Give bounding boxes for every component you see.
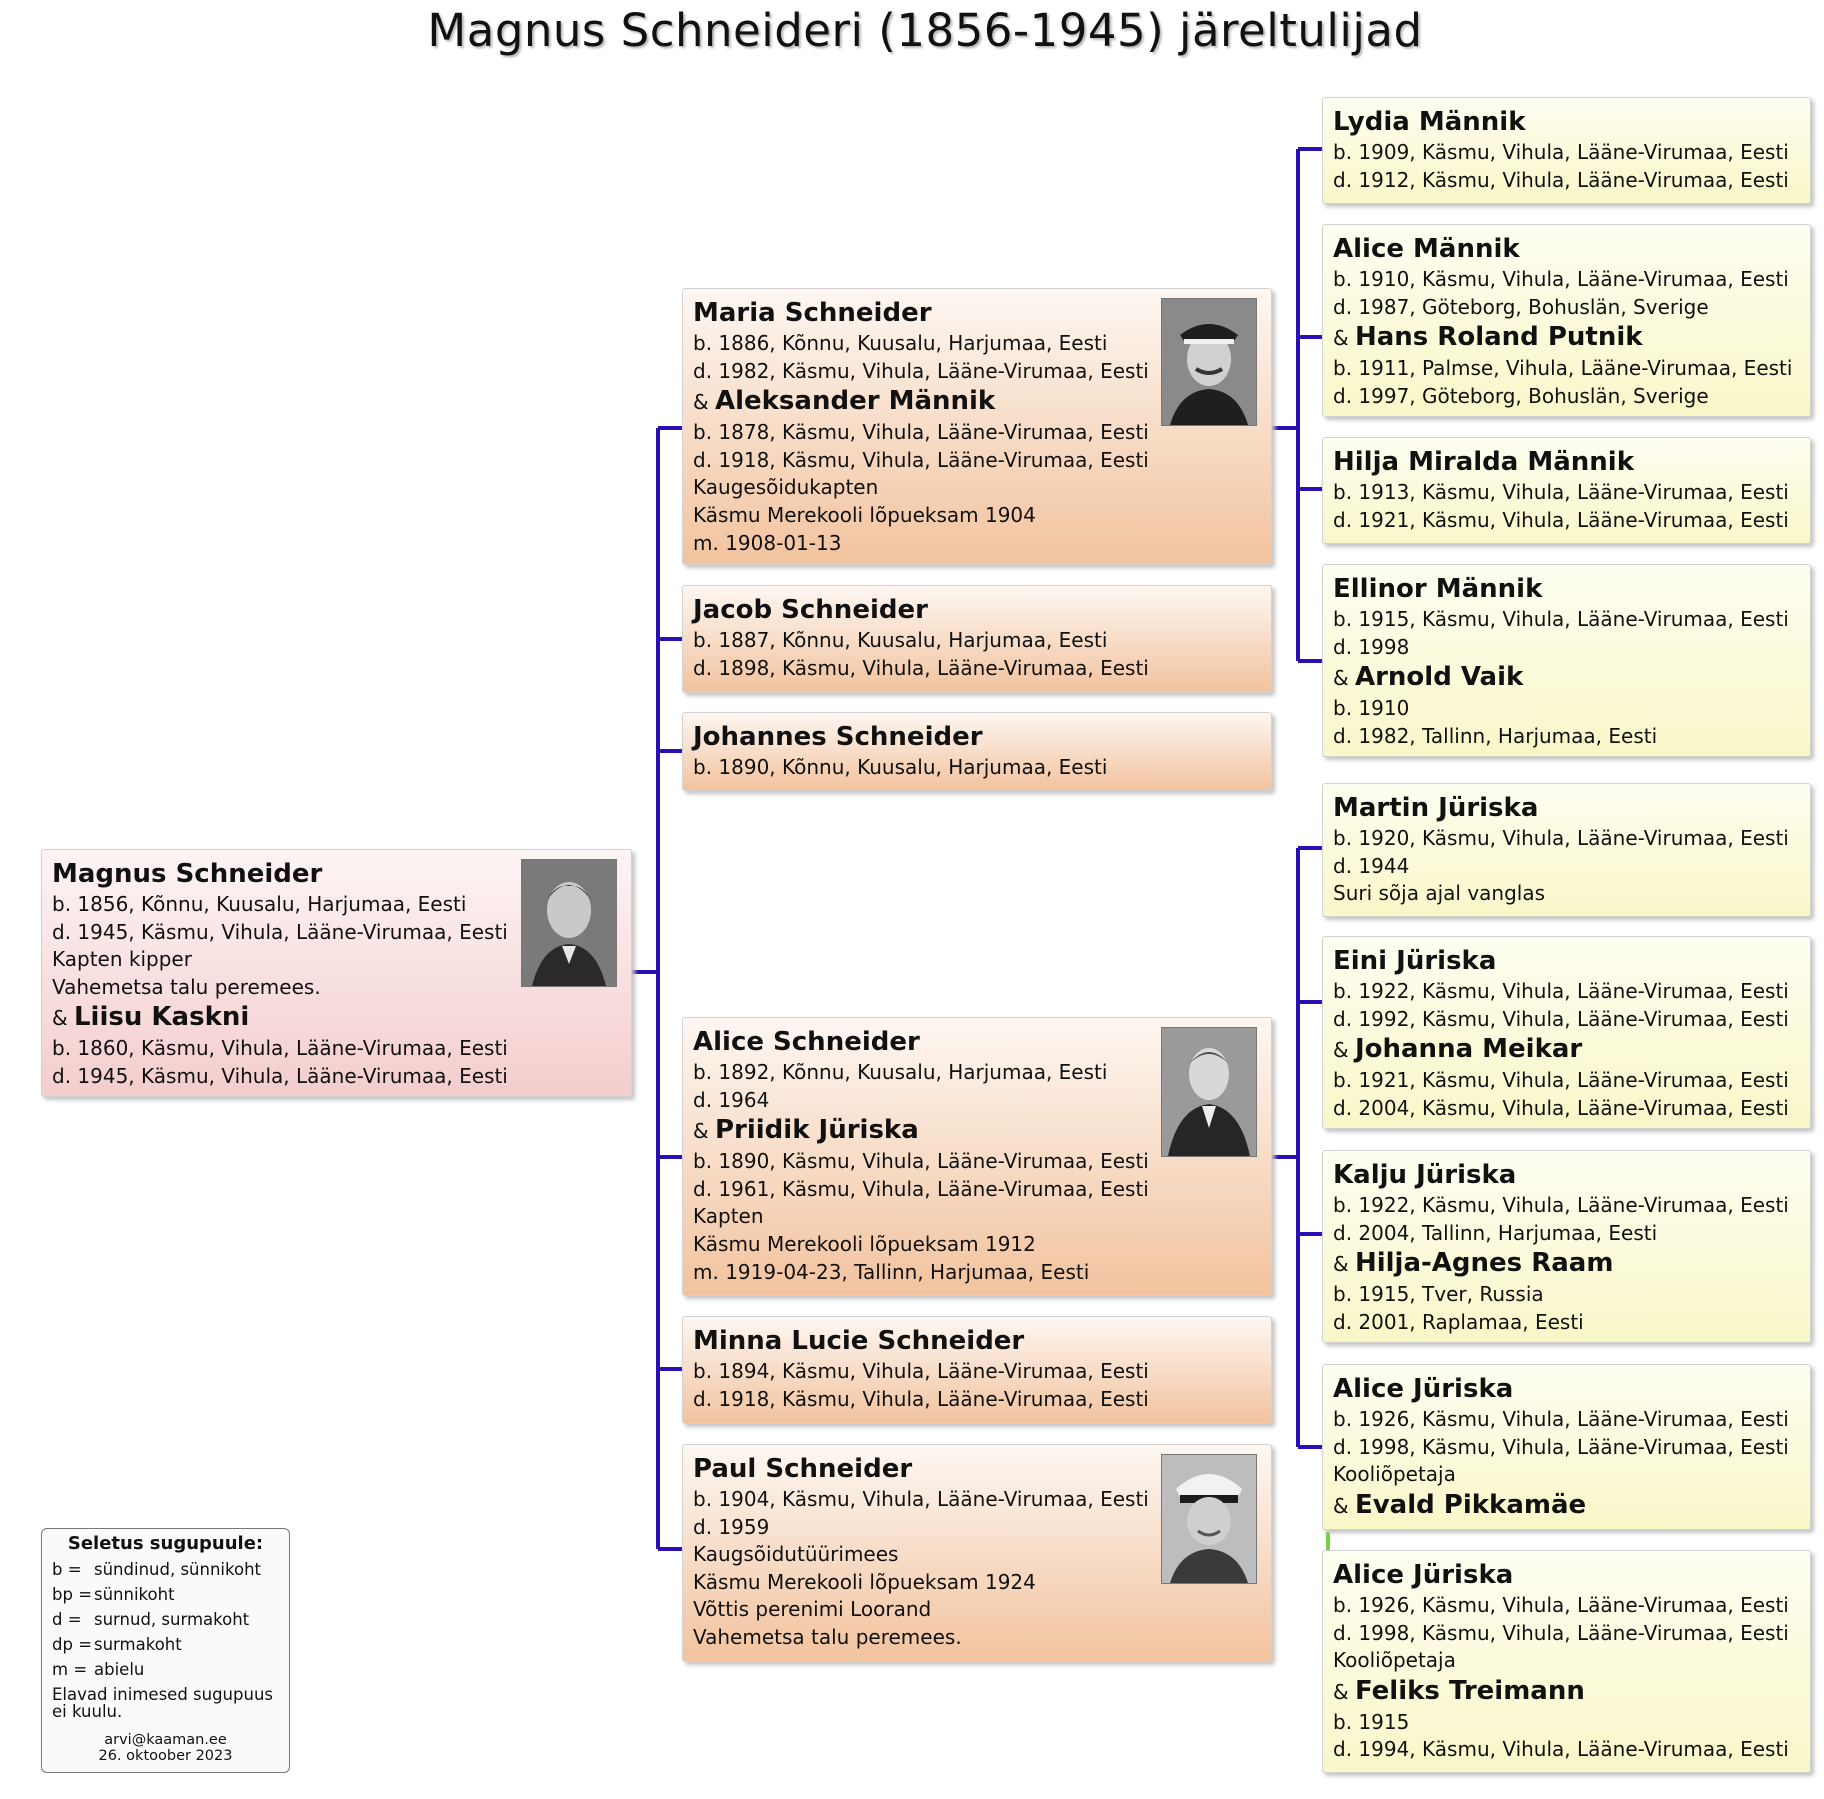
spouse-detail: b. 1860, Käsmu, Vihula, Lääne-Virumaa, Eesti: [52, 1036, 508, 1061]
spouse-name: Arnold Vaik: [1354, 662, 1524, 693]
spouse-detail: b. 1911, Palmse, Vihula, Lääne-Virumaa, Eesti: [1333, 356, 1793, 381]
spouse-detail: Käsmu Merekooli lõpueksam 1912: [693, 1231, 1036, 1256]
person-card-grandchild[interactable]: [1322, 97, 1811, 204]
connector-maria: [1271, 149, 1298, 661]
spouse-detail: m. 1919-04-23, Tallinn, Harjumaa, Eesti: [693, 1259, 1090, 1284]
person-detail: d. 2004, Tallinn, Harjumaa, Eesti: [1333, 1220, 1658, 1245]
person-detail: b. 1904, Käsmu, Vihula, Lääne-Virumaa, Eesti: [693, 1487, 1149, 1511]
person-card-grandchild[interactable]: [1322, 224, 1811, 417]
person-card-grandchild[interactable]: [1322, 564, 1811, 757]
person-detail: Kooliõpetaja: [1333, 1462, 1456, 1487]
person-name: Lydia Männik: [1333, 107, 1526, 137]
spouse-detail: m. 1908-01-13: [693, 530, 842, 555]
legend-key: d =: [52, 1610, 82, 1629]
spouse-marker: &: [1333, 1493, 1349, 1518]
person-card-grandchild[interactable]: [1322, 437, 1811, 544]
legend-value: surnud, surmakoht: [94, 1610, 250, 1629]
person-detail: d. 1898, Käsmu, Vihula, Lääne-Virumaa, Eesti: [693, 655, 1149, 680]
person-name: Kalju Jüriska: [1333, 1160, 1517, 1190]
spouse-detail: d. 1961, Käsmu, Vihula, Lääne-Virumaa, Eesti: [693, 1176, 1149, 1201]
spouse-name: Johanna Meikar: [1354, 1034, 1583, 1065]
person-detail: d. 1998, Käsmu, Vihula, Lääne-Virumaa, Eesti: [1333, 1434, 1789, 1459]
person-detail: b. 1894, Käsmu, Vihula, Lääne-Virumaa, Eesti: [693, 1359, 1149, 1383]
person-detail: Vahemetsa talu peremees.: [52, 974, 321, 999]
spouse-marker: &: [1333, 666, 1349, 691]
legend-box: [41, 1528, 290, 1773]
spouse-line: [1333, 1247, 1800, 1281]
person-detail: b. 1920, Käsmu, Vihula, Lääne-Virumaa, Eesti: [1333, 826, 1789, 850]
spouse-marker: &: [1333, 1679, 1349, 1704]
portrait-photo: [1161, 298, 1257, 426]
person-detail: b. 1887, Kõnnu, Kuusalu, Harjumaa, Eesti: [693, 628, 1108, 652]
portrait-photo: [1161, 1454, 1257, 1584]
spouse-detail: d. 2001, Raplamaa, Eesti: [1333, 1309, 1584, 1334]
legend-row: [52, 1557, 279, 1582]
person-card-grandchild[interactable]: [1322, 936, 1811, 1129]
person-detail: d. 1982, Käsmu, Vihula, Lääne-Virumaa, Eesti: [693, 358, 1149, 383]
person-detail: Kapten kipper: [52, 947, 192, 972]
person-name: Alice Männik: [1333, 234, 1520, 264]
person-name: Minna Lucie Schneider: [693, 1326, 1025, 1356]
spouse-marker: &: [1333, 326, 1349, 351]
person-detail: b. 1892, Kõnnu, Kuusalu, Harjumaa, Eesti: [693, 1060, 1108, 1084]
person-name: Alice Jüriska: [1333, 1374, 1514, 1404]
person-detail: Vahemetsa talu peremees.: [693, 1624, 962, 1649]
legend-date: 26. oktoober 2023: [98, 1748, 233, 1764]
person-detail: b. 1886, Kõnnu, Kuusalu, Harjumaa, Eesti: [693, 331, 1108, 355]
spouse-detail: Kaugesõidukapten: [693, 475, 879, 500]
person-detail: d. 1921, Käsmu, Vihula, Lääne-Virumaa, Eesti: [1333, 507, 1789, 532]
person-card-grandchild[interactable]: [1322, 1364, 1811, 1530]
legend-value: sündinud, sünnikoht: [94, 1560, 261, 1579]
spouse-detail: b. 1915: [1333, 1709, 1410, 1734]
spouse-detail: b. 1915, Tver, Russia: [1333, 1282, 1544, 1307]
person-detail: Võttis perenimi Loorand: [693, 1597, 932, 1622]
person-detail: d. 1992, Käsmu, Vihula, Lääne-Virumaa, Eesti: [1333, 1006, 1789, 1031]
spouse-detail: d. 1918, Käsmu, Vihula, Lääne-Virumaa, Eesti: [693, 447, 1149, 472]
spouse-name: Feliks Treimann: [1354, 1675, 1585, 1706]
person-detail: b. 1910, Käsmu, Vihula, Lääne-Virumaa, Eesti: [1333, 267, 1789, 291]
person-detail: d. 1944: [1333, 853, 1410, 878]
spouse-line: [1333, 1489, 1800, 1523]
legend-row: [52, 1607, 279, 1632]
person-name: Ellinor Männik: [1333, 574, 1543, 604]
legend-row: [52, 1582, 279, 1607]
legend-key: m =: [52, 1660, 88, 1679]
spouse-marker: &: [52, 1006, 68, 1031]
spouse-detail: Kapten: [693, 1204, 764, 1229]
person-detail: d. 1918, Käsmu, Vihula, Lääne-Virumaa, Eesti: [693, 1386, 1149, 1411]
spouse-name: Hans Roland Putnik: [1354, 322, 1643, 353]
spouse-name: Aleksander Männik: [714, 386, 996, 417]
tree-title: Magnus Schneideri (1856-1945) järeltulijad: [427, 4, 1423, 57]
spouse-detail: b. 1890, Käsmu, Vihula, Lääne-Virumaa, Eesti: [693, 1149, 1149, 1174]
spouse-detail: d. 1994, Käsmu, Vihula, Lääne-Virumaa, Eesti: [1333, 1737, 1789, 1762]
legend-row: [52, 1657, 279, 1682]
person-detail: b. 1926, Käsmu, Vihula, Lääne-Virumaa, Eesti: [1333, 1407, 1789, 1431]
spouse-detail: b. 1910: [1333, 696, 1410, 721]
person-card-child[interactable]: [682, 712, 1272, 791]
person-card-grandchild[interactable]: [1322, 783, 1811, 917]
spouse-detail: b. 1878, Käsmu, Vihula, Lääne-Virumaa, Eesti: [693, 420, 1149, 445]
person-name: Martin Jüriska: [1333, 793, 1539, 823]
legend-value: sünnikoht: [94, 1585, 175, 1604]
person-card-child[interactable]: [682, 1444, 1272, 1662]
person-detail: d. 1912, Käsmu, Vihula, Lääne-Virumaa, Eesti: [1333, 167, 1789, 192]
portrait-photo: [521, 859, 617, 987]
person-name: Eini Jüriska: [1333, 946, 1497, 976]
person-card-child[interactable]: [682, 1017, 1272, 1296]
spouse-line: [1333, 661, 1800, 695]
person-detail: b. 1922, Käsmu, Vihula, Lääne-Virumaa, Eesti: [1333, 979, 1789, 1003]
legend-value: abielu: [94, 1660, 145, 1679]
person-card-root[interactable]: [41, 849, 632, 1097]
legend-email[interactable]: arvi@kaaman.ee: [104, 1732, 227, 1748]
spouse-name: Priidik Jüriska: [714, 1115, 919, 1146]
connector-alice: [1271, 848, 1298, 1447]
spouse-line: [1333, 1675, 1800, 1709]
person-detail: d. 1998, Käsmu, Vihula, Lääne-Virumaa, Eesti: [1333, 1620, 1789, 1645]
spouse-detail: d. 1982, Tallinn, Harjumaa, Eesti: [1333, 723, 1658, 748]
legend-row: [52, 1632, 279, 1657]
person-detail: b. 1856, Kõnnu, Kuusalu, Harjumaa, Eesti: [52, 892, 467, 916]
person-detail: Käsmu Merekooli lõpueksam 1924: [693, 1569, 1036, 1594]
legend-key: dp =: [52, 1635, 93, 1654]
spouse-line: [1333, 321, 1800, 355]
person-card-grandchild[interactable]: [1322, 1150, 1811, 1343]
person-detail: d. 1998: [1333, 634, 1410, 659]
legend-value: surmakoht: [94, 1635, 182, 1654]
person-detail: b. 1890, Kõnnu, Kuusalu, Harjumaa, Eesti: [693, 755, 1108, 779]
person-name: Jacob Schneider: [693, 595, 928, 625]
spouse-detail: d. 1945, Käsmu, Vihula, Lääne-Virumaa, Eesti: [52, 1063, 508, 1088]
person-card-child[interactable]: [682, 1316, 1272, 1424]
spouse-name: Liisu Kaskni: [73, 1002, 250, 1033]
person-detail: Kooliõpetaja: [1333, 1648, 1456, 1673]
person-card-grandchild[interactable]: [1322, 1550, 1811, 1773]
portrait-photo: [1161, 1027, 1257, 1157]
spouse-detail: d. 2004, Käsmu, Vihula, Lääne-Virumaa, Eesti: [1333, 1095, 1789, 1120]
person-detail: b. 1922, Käsmu, Vihula, Lääne-Virumaa, Eesti: [1333, 1193, 1789, 1217]
person-name: Hilja Miralda Männik: [1333, 447, 1635, 477]
spouse-marker: &: [1333, 1038, 1349, 1063]
legend-key: bp =: [52, 1585, 93, 1604]
person-name: Alice Jüriska: [1333, 1560, 1514, 1590]
person-detail: Suri sõja ajal vanglas: [1333, 881, 1546, 906]
spouse-marker: &: [693, 1119, 709, 1144]
person-detail: d. 1959: [693, 1514, 770, 1539]
person-detail: b. 1915, Käsmu, Vihula, Lääne-Virumaa, Eesti: [1333, 607, 1789, 631]
legend-title: Seletus sugupuule:: [67, 1533, 264, 1554]
person-card-child[interactable]: [682, 585, 1272, 693]
person-name: Magnus Schneider: [52, 859, 323, 889]
spouse-name: Hilja-Agnes Raam: [1354, 1248, 1614, 1279]
person-detail: b. 1926, Käsmu, Vihula, Lääne-Virumaa, Eesti: [1333, 1593, 1789, 1617]
person-name: Alice Schneider: [693, 1027, 920, 1057]
spouse-marker: &: [693, 390, 709, 415]
spouse-detail: d. 1997, Göteborg, Bohuslän, Sverige: [1333, 383, 1709, 408]
person-detail: d. 1945, Käsmu, Vihula, Lääne-Virumaa, Eesti: [52, 919, 508, 944]
spouse-detail: b. 1921, Käsmu, Vihula, Lääne-Virumaa, Eesti: [1333, 1068, 1789, 1093]
person-detail: d. 1964: [693, 1087, 770, 1112]
spouse-marker: &: [1333, 1252, 1349, 1277]
legend-key: b =: [52, 1560, 82, 1579]
person-detail: b. 1909, Käsmu, Vihula, Lääne-Virumaa, Eesti: [1333, 140, 1789, 164]
person-detail: d. 1987, Göteborg, Bohuslän, Sverige: [1333, 294, 1709, 319]
connector-root: [631, 428, 658, 1549]
spouse-line: [1333, 1033, 1800, 1067]
legend-note: Elavad inimesed sugupuus ei kuulu.: [52, 1685, 274, 1721]
spouse-name: Evald Pikkamäe: [1354, 1489, 1587, 1520]
person-detail: b. 1913, Käsmu, Vihula, Lääne-Virumaa, Eesti: [1333, 480, 1789, 504]
spouse-detail: Käsmu Merekooli lõpueksam 1904: [693, 502, 1036, 527]
person-card-child[interactable]: [682, 288, 1272, 565]
person-name: Johannes Schneider: [693, 722, 983, 752]
spouse-line: [52, 1001, 621, 1035]
person-name: Maria Schneider: [693, 298, 932, 328]
person-detail: Kaugsõidutüürimees: [693, 1542, 899, 1567]
person-name: Paul Schneider: [693, 1454, 913, 1484]
